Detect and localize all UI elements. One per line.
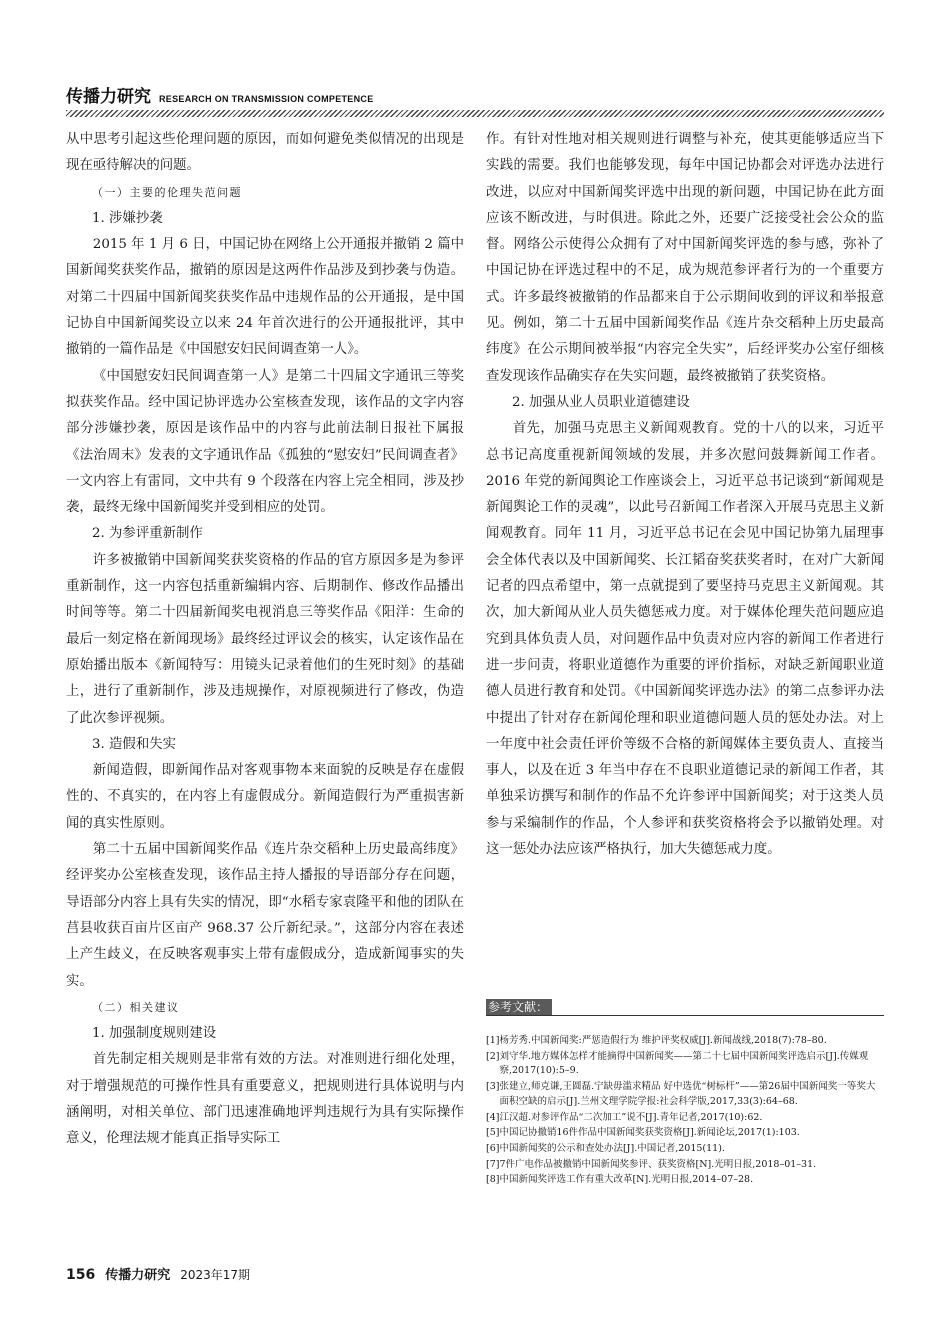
reference-text: 张建立,师克谦,王圆磊.宁缺毋滥求精品 好中选优“树标杆”——第26届中国新闻奖一等奖大面积空缺的启示[J].兰州文理学院学报:社会科学版,2017,33(3):64–68.	[499, 1081, 876, 1107]
paragraph: 《中国慰安妇民间调查第一人》是第二十四届文字通讯三等奖拟获奖作品。经中国记协评选办公室核查发现，该作品的文字内容部分涉嫌抄袭，原因是该作品中的内容与此前法制日报社下属报《法治周末》发表的文字通讯作品《孤独的“慰安妇”民间调查者》一文内容上有雷同，文中共有 9 个段落在内容上完全相同，涉及抄袭，最终无缘中国新闻奖并受到相应的处罚。	[66, 368, 464, 516]
reference-text: 江汉超.对参评作品“二次加工”说不[J].青年记者,2017(10):62.	[499, 1111, 763, 1123]
reference-number: [7]	[486, 1158, 500, 1170]
paragraph: 作。有针对性地对相关规则进行调整与补充，使其更能够适应当下实践的需要。我们也能够发现，每年中国记协都会对评选办法进行改进，以应对中国新闻奖评选中出现的新问题，中国记协在此方面应该不断改进，与时俱进。除此之外，还要广泛接受社会公众的监督。网络公示使得公众拥有了对中国新闻奖评选的参与感，弥补了中国记协在评选过程中的不足，成为规范参评者行为的一个重要方式。许多最终被撤销的作品都来自于公示期间收到的评议和举报意见。例如，第二十五届中国新闻奖作品《连片杂交稻种上历史最高纬度》在公示期间被举报“内容完全失实”，后经评奖办公室仔细核查发现该作品确实存在失实问题，最终被撤销了获奖资格。	[486, 132, 884, 384]
left-column	[66, 127, 464, 1153]
footer-issue: 2023年17期	[180, 1268, 251, 1282]
journal-title-english: RESEARCH ON TRANSMISSION COMPETENCE	[159, 94, 374, 104]
running-header	[66, 82, 374, 107]
paragraph: 新闻造假，即新闻作品对客观事物本来面貌的反映是存在虚假性的、不真实的，在内容上有虚假成分。新闻造假行为严重损害新闻的真实性原则。	[66, 763, 464, 831]
footer-journal: 传播力研究	[105, 1268, 171, 1283]
reference-number: [5]	[486, 1127, 500, 1139]
subsection-heading: 1. 涉嫌抄袭	[92, 210, 163, 226]
reference-item	[486, 1142, 884, 1157]
reference-text: 7件广电作品被撤销中国新闻奖参评、获奖资格[N].光明日报,2018–01–31.	[499, 1158, 817, 1170]
references-heading: 参考文献：	[486, 999, 552, 1015]
section-heading: （一）主要的伦理失范问题	[92, 185, 242, 199]
subsection-heading: 3. 造假和失实	[92, 736, 176, 752]
page-footer	[66, 1264, 250, 1283]
references-section	[486, 997, 884, 1189]
paragraph: 2015 年 1 月 6 日，中国记协在网络上公开通报并撤销 2 篇中国新闻奖获奖作品，撤销的原因是这两件作品涉及到抄袭与伪造。对第二十四届中国新闻奖获奖作品中违规作品的公开通报，是中国记协自中国新闻奖设立以来 24 年首次进行的公开通报批评，其中撤销的一篇作品是《中国慰安妇民间调查第一人》。	[66, 237, 464, 358]
reference-number: [4]	[486, 1111, 500, 1123]
reference-text: 中国新闻奖评选工作有重大改革[N].光明日报,2014–07–28.	[499, 1174, 754, 1186]
reference-number: [2]	[486, 1050, 500, 1062]
reference-text: 刘守华.地方媒体怎样才能摘得中国新闻奖——第二十七届中国新闻奖评选启示[J].传媒观察,2017(10):5–9.	[499, 1050, 869, 1077]
references-list	[486, 1034, 884, 1188]
reference-number: [8]	[486, 1174, 500, 1186]
reference-text: 杨芳秀.中国新闻奖:严惩造假行为 维护评奖权威[J].新闻战线,2018(7):78–80.	[499, 1035, 827, 1046]
reference-item	[486, 1050, 884, 1079]
page-number: 156	[66, 1267, 96, 1283]
reference-item	[486, 1173, 884, 1188]
paragraph: 第二十五届中国新闻奖作品《连片杂交稻种上历史最高纬度》经评奖办公室核查发现，该作品主持人播报的导语部分存在问题，导语部分内容上具有失实的情况，即“水稻专家袁隆平和他的团队在莒县收获百亩片区亩产 968.37 公斤新纪录。”，这部分内容在表述上产生歧义，在反映客观事实上带有虚假成分，造成新闻事实的失实。	[66, 842, 464, 989]
reference-text: 中国新闻奖的公示和查处办法[J].中国记者,2015(11).	[499, 1142, 725, 1154]
references-heading-bar	[486, 997, 884, 1016]
reference-number: [6]	[486, 1142, 500, 1154]
reference-item	[486, 1158, 884, 1173]
journal-title: 传播力研究	[66, 87, 151, 107]
header-hatch-rule	[66, 110, 884, 117]
reference-item	[486, 1080, 884, 1109]
paragraph: 许多被撤销中国新闻奖获奖资格的作品的官方原因多是为参评重新制作，这一内容包括重新编辑内容、后期制作、修改作品播出时间等等。第二十四届新闻奖电视消息三等奖作品《阳洋：生命的最后一刻定格在新闻现场》最终经过评议会的核实，认定该作品在原始播出版本《新闻特写：用镜头记录着他们的生死时刻》的基础上，进行了重新制作，涉及违规操作，对原视频进行了修改，伪造了此次参评视频。	[66, 552, 464, 726]
subsection-heading: 2. 加强从业人员职业道德建设	[512, 394, 690, 410]
reference-text: 中国记协撤销16件作品中国新闻奖获奖资格[J].新闻论坛,2017(1):103.	[499, 1127, 800, 1139]
reference-item	[486, 1034, 884, 1049]
paragraph: 首先，加强马克思主义新闻观教育。党的十八的以来，习近平总书记高度重视新闻领域的发展，并多次慰问鼓舞新闻工作者。2016 年党的新闻舆论工作座谈会上，习近平总书记谈到“新闻观是新闻舆论工作的灵魂”，以此号召新闻工作者深入开展马克思主义新闻观教育。同年 11 月，习近平总书记在会见中国记协第九届理事会全体代表以及中国新闻奖、长江韬奋奖获奖者时，在对广大新闻记者的四点希望中，第一点就提到了要坚持马克思主义新闻观。其次，加大新闻从业人员失德惩戒力度。对于媒体伦理失范问题应追究到具体负责人员，对问题作品中负责对应内容的新闻工作者进行进一步问责，将职业道德作为重要的评价指标，对缺乏新闻职业道德人员进行教育和处罚。《中国新闻奖评选办法》的第二点参评办法中提出了针对存在新闻伦理和职业道德问题人员的惩处办法。对上一年度中社会责任评价等级不合格的新闻媒体主要负责人、直接当事人，以及在近 3 年当中存在不良职业道德记录的新闻工作者，其单独采访撰写和制作的作品不允许参评中国新闻奖；对于这类人员参与采编制作的作品，个人参评和获奖资格将会予以撤销处理。对这一惩处办法应该严格执行，加大失德惩戒力度。	[486, 421, 884, 858]
subsection-heading: 1. 加强制度规则建设	[92, 1026, 217, 1042]
right-column	[486, 127, 884, 863]
reference-number: [1]	[486, 1035, 500, 1046]
reference-number: [3]	[486, 1081, 500, 1093]
paragraph: 首先制定相关规则是非常有效的方法。对准则进行细化处理，对于增强规范的可操作性具有重要意义，把规则进行具体说明与内涵阐明，对相关单位、部门迅速准确地评判违规行为具有实际操作意义，伦理法规才能真正指导实际工	[66, 1052, 464, 1147]
reference-item	[486, 1126, 884, 1141]
subsection-heading: 2. 为参评重新制作	[92, 526, 203, 542]
section-heading: （二）相关建议	[92, 1000, 180, 1014]
paragraph: 从中思考引起这些伦理问题的原因，而如何避免类似情况的出现是现在亟待解决的问题。	[66, 132, 464, 174]
reference-item	[486, 1111, 884, 1126]
